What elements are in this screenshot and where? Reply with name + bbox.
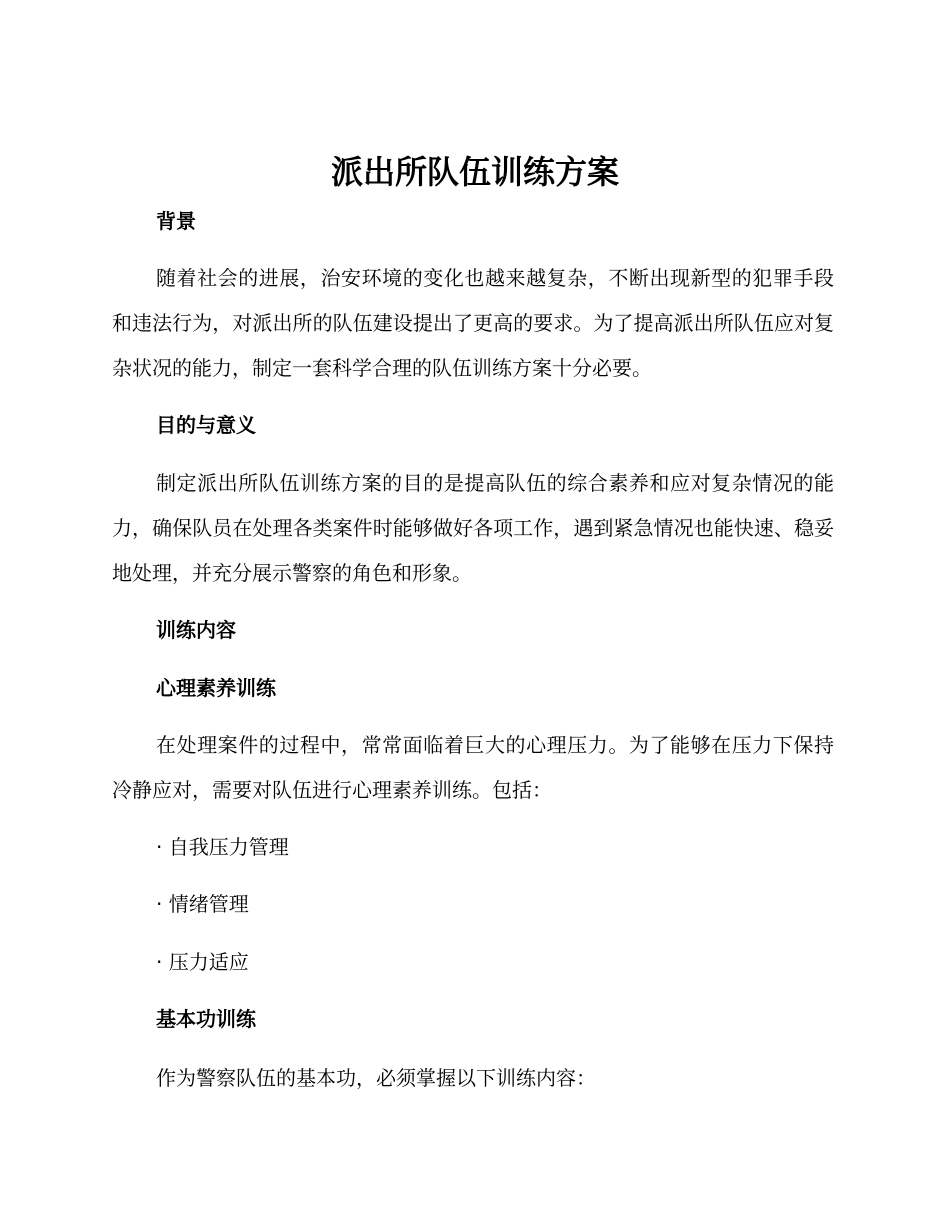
list-item-emotion-management: · 情绪管理 <box>156 892 249 916</box>
heading-background: 背景 <box>156 209 196 233</box>
heading-training-content: 训练内容 <box>156 618 236 642</box>
list-item-self-stress-management: · 自我压力管理 <box>156 835 289 859</box>
heading-basic-skills-training: 基本功训练 <box>156 1007 256 1031</box>
paragraph-basic-skills-training: 作为警察队伍的基本功，必须掌握以下训练内容： <box>156 1066 596 1090</box>
list-item-stress-adaptation: · 压力适应 <box>156 950 249 974</box>
heading-purpose: 目的与意义 <box>156 413 256 437</box>
paragraph-background: 随着社会的进展，治安环境的变化也越来越复杂，不断出现新型的犯罪手段和违法行为，对派出所的队伍建设提出了更高的要求。为了提高派出所队伍应对复杂状况的能力，制定一套科学合理的队伍训练方案十分必要。 <box>112 266 834 380</box>
paragraph-purpose: 制定派出所队伍训练方案的目的是提高队伍的综合素养和应对复杂情况的能力，确保队员在处理各类案件时能够做好各项工作，遇到紧急情况也能快速、稳妥地处理，并充分展示警察的角色和形象。 <box>112 471 834 585</box>
document-title: 派出所队伍训练方案 <box>330 153 619 191</box>
paragraph-psychological-training: 在处理案件的过程中，常常面临着巨大的心理压力。为了能够在压力下保持冷静应对，需要对队伍进行心理素养训练。包括： <box>112 733 834 802</box>
heading-psychological-training: 心理素养训练 <box>156 676 276 700</box>
